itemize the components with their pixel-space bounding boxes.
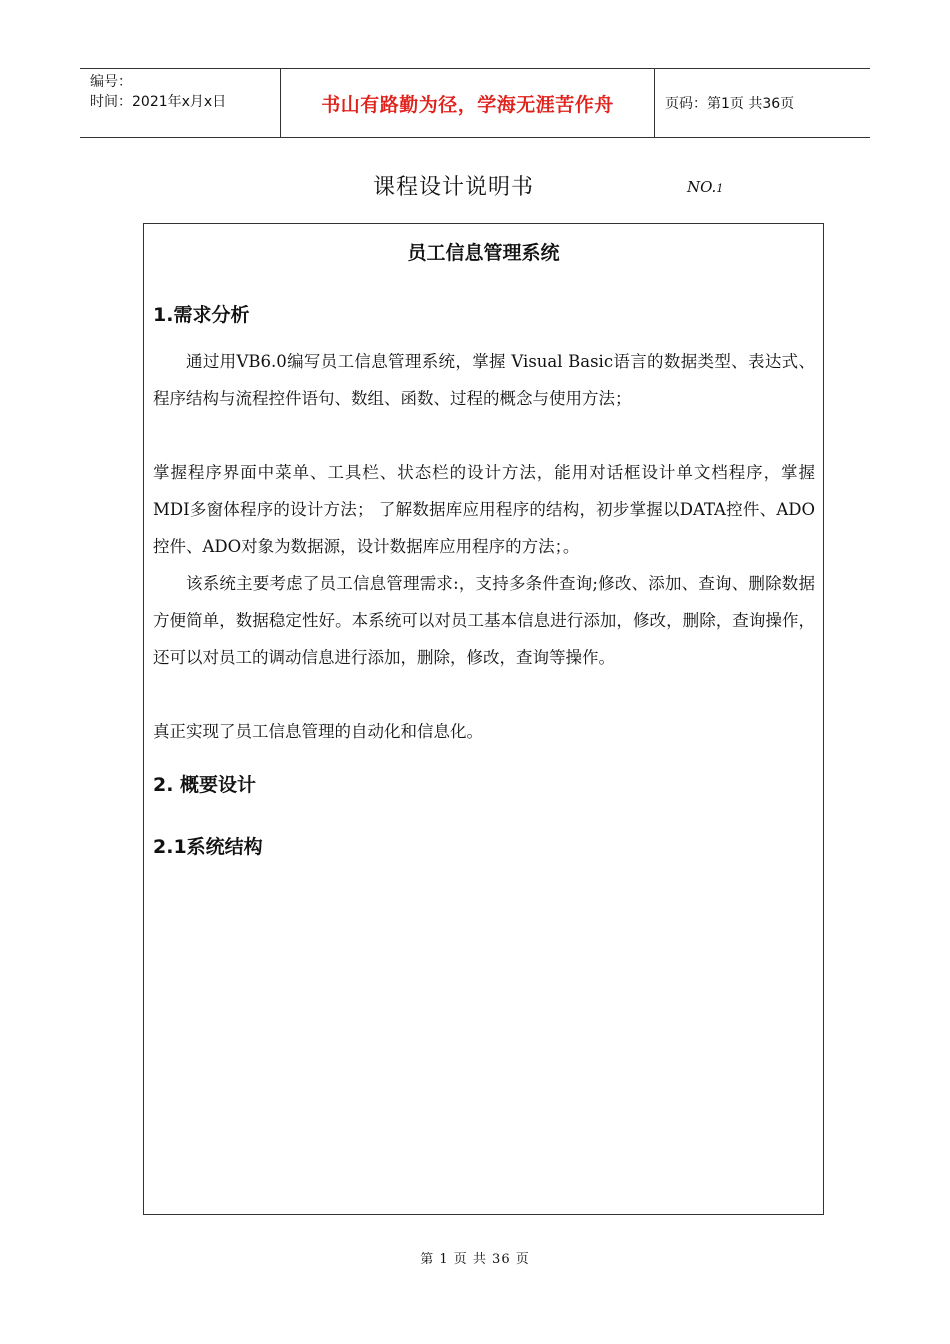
motto-text: 书山有路勤为径，学海无涯苦作舟	[321, 93, 614, 116]
system-title: 员工信息管理系统	[407, 242, 560, 264]
date-label: 时间：2021年x月x日	[90, 94, 227, 110]
section-heading-structure: 2.1系统结构	[153, 836, 263, 858]
page-header	[80, 68, 870, 138]
document-number-value: 1	[716, 182, 724, 195]
header-motto-cell	[281, 69, 655, 137]
section-heading-requirements: 1.需求分析	[153, 304, 250, 326]
paragraph-3: 该系统主要考虑了员工信息管理需求:，支持多条件查询;修改、添加、查询、删除数据方便简单，数据稳定性好。本系统可以对员工基本信息进行添加，修改，删除，查询操作，还可以对员工的调动信息进行添加，删除，修改，查询等操作。	[153, 574, 815, 667]
document-number-prefix: NO.	[687, 178, 717, 196]
paragraph-4: 真正实现了员工信息管理的自动化和信息化。	[153, 722, 483, 741]
document-title: 课程设计说明书	[373, 175, 535, 200]
section-heading-overview: 2. 概要设计	[153, 774, 257, 796]
code-label: 编号：	[90, 74, 132, 90]
header-page-cell	[655, 69, 870, 137]
paragraph-1: 通过用VB6.0编写员工信息管理系统，掌握 Visual Basic语言的数据类型、表达式、程序结构与流程控件语句、数组、函数、过程的概念与使用方法；	[153, 352, 815, 408]
document-number	[687, 178, 723, 196]
page-footer: 第 1 页 共 36 页	[420, 1252, 530, 1267]
content-frame	[143, 223, 824, 1215]
header-info-cell	[80, 69, 281, 137]
paragraph-2: 掌握程序界面中菜单、工具栏、状态栏的设计方法，能用对话框设计单文档程序，掌握MDI多窗体程序的设计方法； 了解数据库应用程序的结构，初步掌握以DATA控件、ADO控件、ADO对象为数据源，设计数据库应用程序的方法；。	[153, 463, 815, 556]
header-page-info: 页码：第1页 共36页	[665, 96, 795, 112]
